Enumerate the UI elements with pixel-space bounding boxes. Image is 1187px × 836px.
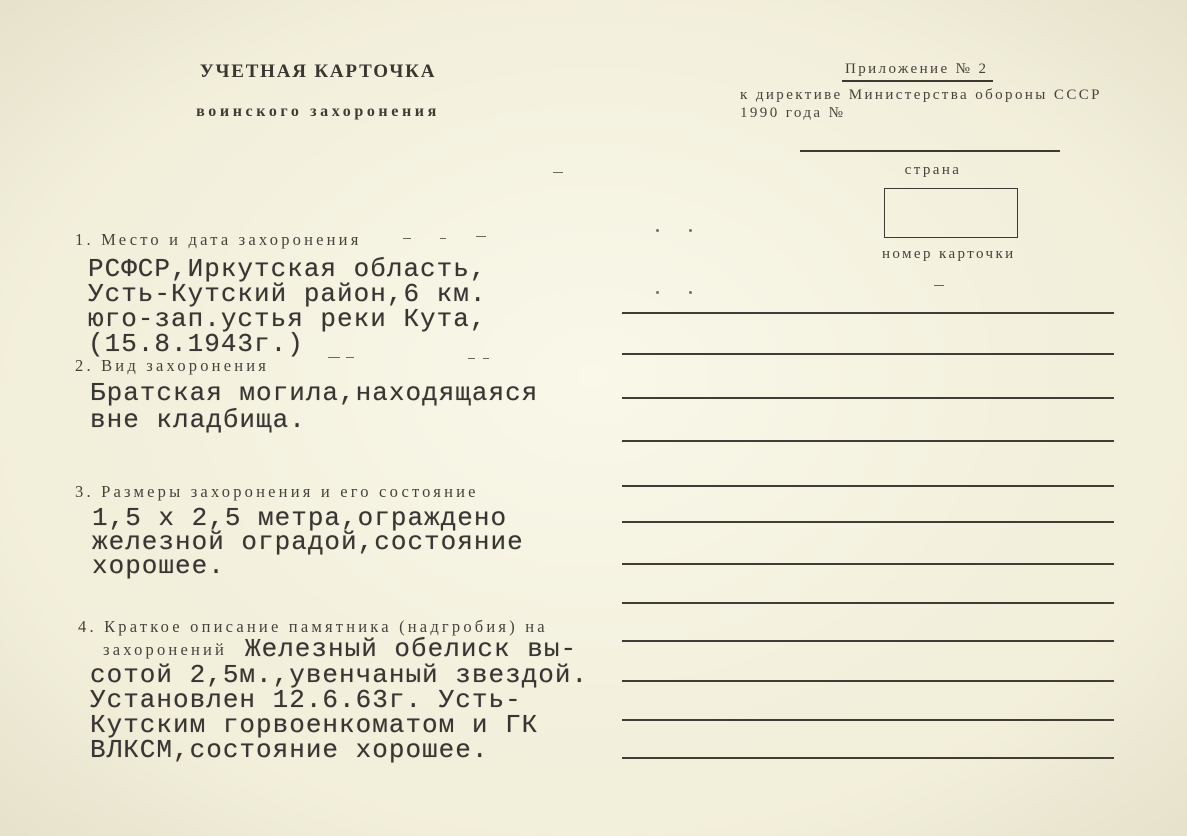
section-4-line: Кутским горвоенкоматом и ГК bbox=[90, 710, 539, 740]
section-4-line: сотой 2,5м.,увенчаный звездой. bbox=[90, 660, 589, 690]
card-number-label: номер карточки bbox=[882, 246, 1016, 262]
section-2-label: 2. Вид захоронения bbox=[75, 356, 270, 375]
blank-line bbox=[622, 640, 1114, 642]
dash-mark bbox=[440, 238, 446, 239]
section-1-line: (15.8.1943г.) bbox=[88, 329, 304, 359]
dash-mark bbox=[934, 285, 944, 286]
dash-mark bbox=[328, 357, 340, 358]
appendix-label: Приложение № 2 bbox=[845, 61, 989, 77]
card-number-box bbox=[884, 188, 1018, 238]
country-field-label: страна bbox=[904, 162, 962, 178]
section-2-entry bbox=[90, 380, 538, 434]
dot-mark bbox=[689, 229, 692, 232]
section-1-line: Усть-Кутский район,6 км. bbox=[88, 279, 487, 309]
section-1-label: 1. Место и дата захоронения bbox=[75, 230, 362, 249]
country-field-line bbox=[800, 150, 1060, 152]
blank-line bbox=[622, 440, 1114, 442]
section-2-line: вне кладбища. bbox=[90, 405, 306, 435]
dash-mark bbox=[476, 236, 486, 237]
blank-line bbox=[622, 757, 1114, 759]
section-1-line: юго-зап.устья реки Кута, bbox=[88, 304, 487, 334]
section-3-line: хорошее. bbox=[92, 551, 225, 581]
dash-mark bbox=[553, 172, 563, 173]
dash-mark bbox=[483, 358, 489, 359]
card-subtitle: воинского захоронения bbox=[196, 103, 440, 120]
blank-line bbox=[622, 719, 1114, 721]
directive-line-1: к директиве Министерства обороны СССР bbox=[740, 87, 1102, 103]
blank-line bbox=[622, 353, 1114, 355]
section-1-line: РСФСР,Иркутская область, bbox=[88, 254, 487, 284]
section-3-line: железной оградой,состояние bbox=[92, 527, 524, 557]
section-3-entry bbox=[92, 503, 524, 581]
section-3-label: 3. Размеры захоронения и его состояние bbox=[75, 482, 479, 501]
section-4-line: Установлен 12.6.63г. Усть- bbox=[90, 685, 522, 715]
blank-line bbox=[622, 602, 1114, 604]
section-4-label: 4. Краткое описание памятника (надгробия) на bbox=[78, 617, 548, 636]
dot-mark bbox=[656, 229, 659, 232]
section-1-entry bbox=[88, 254, 487, 359]
dot-mark bbox=[689, 291, 692, 294]
section-3-line: 1,5 х 2,5 метра,ограждено bbox=[92, 503, 508, 533]
blank-line bbox=[622, 312, 1114, 314]
dash-mark bbox=[346, 357, 354, 358]
blank-line bbox=[622, 397, 1114, 399]
dash-mark bbox=[468, 358, 475, 359]
blank-line bbox=[622, 680, 1114, 682]
blank-line bbox=[622, 563, 1114, 565]
section-4-line: Железный обелиск вы- bbox=[245, 634, 578, 664]
section-4-entry bbox=[90, 660, 589, 765]
dash-mark bbox=[403, 238, 411, 239]
appendix-underline bbox=[842, 80, 993, 82]
section-4-line: ВЛКСМ,состояние хорошее. bbox=[90, 735, 489, 765]
card-title: УЧЕТНАЯ КАРТОЧКА bbox=[199, 61, 437, 82]
directive-line-2: 1990 года № bbox=[740, 105, 846, 121]
section-4-label-continued: захоронений bbox=[103, 640, 228, 659]
section-2-line: Братская могила,находящаяся bbox=[90, 378, 539, 408]
dot-mark bbox=[656, 291, 659, 294]
blank-line bbox=[622, 485, 1114, 487]
blank-line bbox=[622, 521, 1114, 523]
